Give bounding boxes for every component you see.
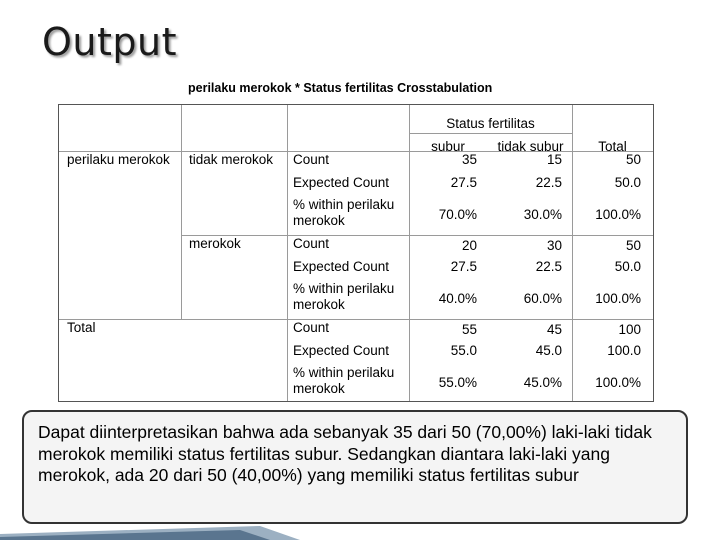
vline-stat [287,105,288,401]
slide-title: Output [42,20,177,64]
table-caption: perilaku merokok * Status fertilitas Crosstabulation [188,81,493,95]
value-tidak-subur: 22.5 [535,175,562,190]
col-header-total: Total [598,139,627,154]
value-total: 100.0% [595,375,641,390]
stat-label: % within perilaku merokok [293,281,395,312]
value-subur: 70.0% [438,207,477,222]
stat-label: % within perilaku merokok [293,365,395,396]
value-tidak-subur: 22.5 [535,259,562,274]
value-tidak-subur: 45 [546,322,562,337]
value-subur: 40.0% [438,291,477,306]
value-total: 50.0 [614,175,641,190]
group-label: merokok [189,236,241,251]
slide-footer-decoration [0,520,720,540]
interpretation-callout: Dapat diinterpretasikan bahwa ada sebanyak 35 dari 50 (70,00%) laki-laki tidak merokok memiliki status fertilitas subur. Sedangkan diantara laki-laki yang merokok, ada 20 dari 50 (40,00%) yang memiliki status fertilitas subur [22,410,688,524]
crosstab-table [58,104,654,402]
group-header-underline [409,133,572,134]
group-label: tidak merokok [189,152,274,167]
stat-label: Expected Count [293,343,390,358]
value-total: 100.0% [595,291,641,306]
value-total: 100.0 [607,343,641,358]
col-header-subur: subur [431,139,465,154]
stat-label: Count [293,152,330,167]
value-total: 50 [625,238,641,253]
stat-label: Count [293,320,330,335]
stat-label: % within perilaku merokok [293,197,395,228]
value-tidak-subur: 45.0% [523,375,562,390]
value-tidak-subur: 15 [546,152,562,167]
value-subur: 27.5 [450,259,477,274]
value-subur: 55.0% [438,375,477,390]
value-total: 50 [625,152,641,167]
value-subur: 35 [461,152,477,167]
group-divider-1 [181,235,653,236]
vline-group-label [181,105,182,319]
value-tidak-subur: 45.0 [535,343,562,358]
group-header: Status fertilitas [446,116,535,131]
row-variable-label: perilaku merokok [67,152,170,167]
value-total: 50.0 [614,259,641,274]
stat-label: Expected Count [293,175,390,190]
value-tidak-subur: 30 [546,238,562,253]
value-tidak-subur: 30.0% [523,207,562,222]
value-tidak-subur: 60.0% [523,291,562,306]
value-subur: 20 [461,238,477,253]
stat-label: Expected Count [293,259,390,274]
total-row-label: Total [67,320,96,335]
value-total: 100.0% [595,207,641,222]
col-header-tidak-subur: tidak subur [497,139,564,154]
value-subur: 55.0 [450,343,477,358]
value-total: 100 [618,322,641,337]
stat-label: Count [293,236,330,251]
value-subur: 55 [461,322,477,337]
value-subur: 27.5 [450,175,477,190]
group-divider-2 [59,319,653,320]
